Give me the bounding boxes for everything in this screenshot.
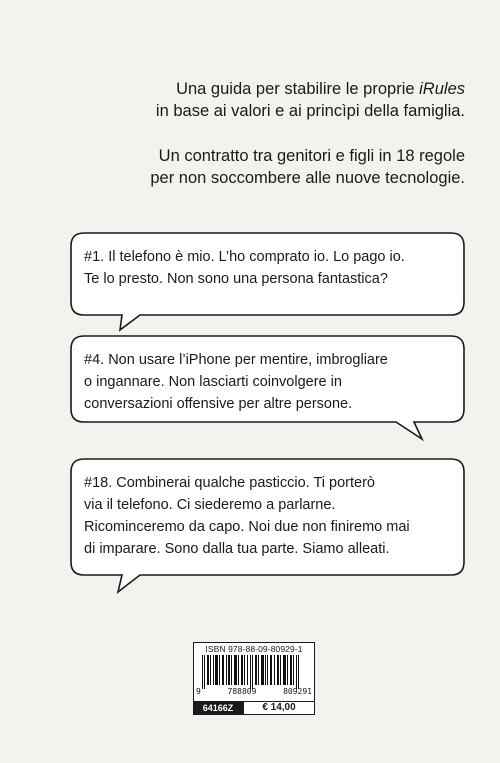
rule-18-line-1: Combinerai qualche pasticcio. Ti porterò [116, 475, 375, 491]
speech-bubble-rule-4 [70, 335, 465, 441]
rule-18-number: #18. [84, 475, 113, 491]
intro-line-3: Un contratto tra genitori e figli in 18 regole [158, 147, 465, 165]
barcode-label [193, 642, 315, 715]
rule-18-line-4: di imparare. Sono dalla tua parte. Siamo alleati. [84, 541, 390, 557]
barcode-digits-right: 809291 [283, 687, 312, 696]
rule-4-line-2: o ingannare. Non lasciarti coinvolgere in [84, 374, 342, 390]
rule-18-text [84, 472, 451, 560]
rule-18-line-3: Ricominceremo da capo. Noi due non finiremo mai [84, 519, 410, 535]
product-code: 64166Z [193, 701, 243, 715]
rule-4-text [84, 349, 451, 415]
rule-1-number: #1. [84, 249, 105, 265]
intro-paragraph-2 [45, 145, 465, 189]
barcode-bottom-row [193, 701, 315, 715]
barcode-bars [200, 655, 310, 689]
rule-1-line-2: Te lo presto. Non sono una persona fantastica? [84, 271, 388, 287]
barcode-digits [196, 687, 312, 696]
intro-paragraph-1 [45, 78, 465, 122]
rule-4-line-1: Non usare l’iPhone per mentire, imbrogliare [108, 352, 388, 368]
irules-emphasis: iRules [419, 80, 465, 98]
price-label: € 14,00 [243, 701, 315, 715]
barcode-digits-left: 788809 [227, 687, 257, 696]
speech-bubble-rule-1 [70, 232, 465, 316]
speech-bubble-rule-18 [70, 458, 465, 594]
rule-4-number: #4. [84, 352, 105, 368]
rule-4-line-3: conversazioni offensive per altre persone. [84, 396, 353, 412]
intro-line-1a: Una guida per stabilire le proprie [176, 80, 420, 98]
intro-line-2: in base ai valori e ai princìpi della famiglia. [155, 102, 465, 120]
isbn-text: ISBN 978-88-09-80929-1 [205, 644, 303, 654]
barcode-digit-prefix: 9 [196, 687, 201, 696]
rule-1-line-1: Il telefono è mio. L’ho comprato io. Lo pago io. [108, 249, 405, 265]
rule-18-line-2: via il telefono. Ci siederemo a parlarne. [84, 497, 336, 513]
intro-line-4: per non soccombere alle nuove tecnologie. [150, 169, 465, 187]
rule-1-text [84, 246, 451, 290]
